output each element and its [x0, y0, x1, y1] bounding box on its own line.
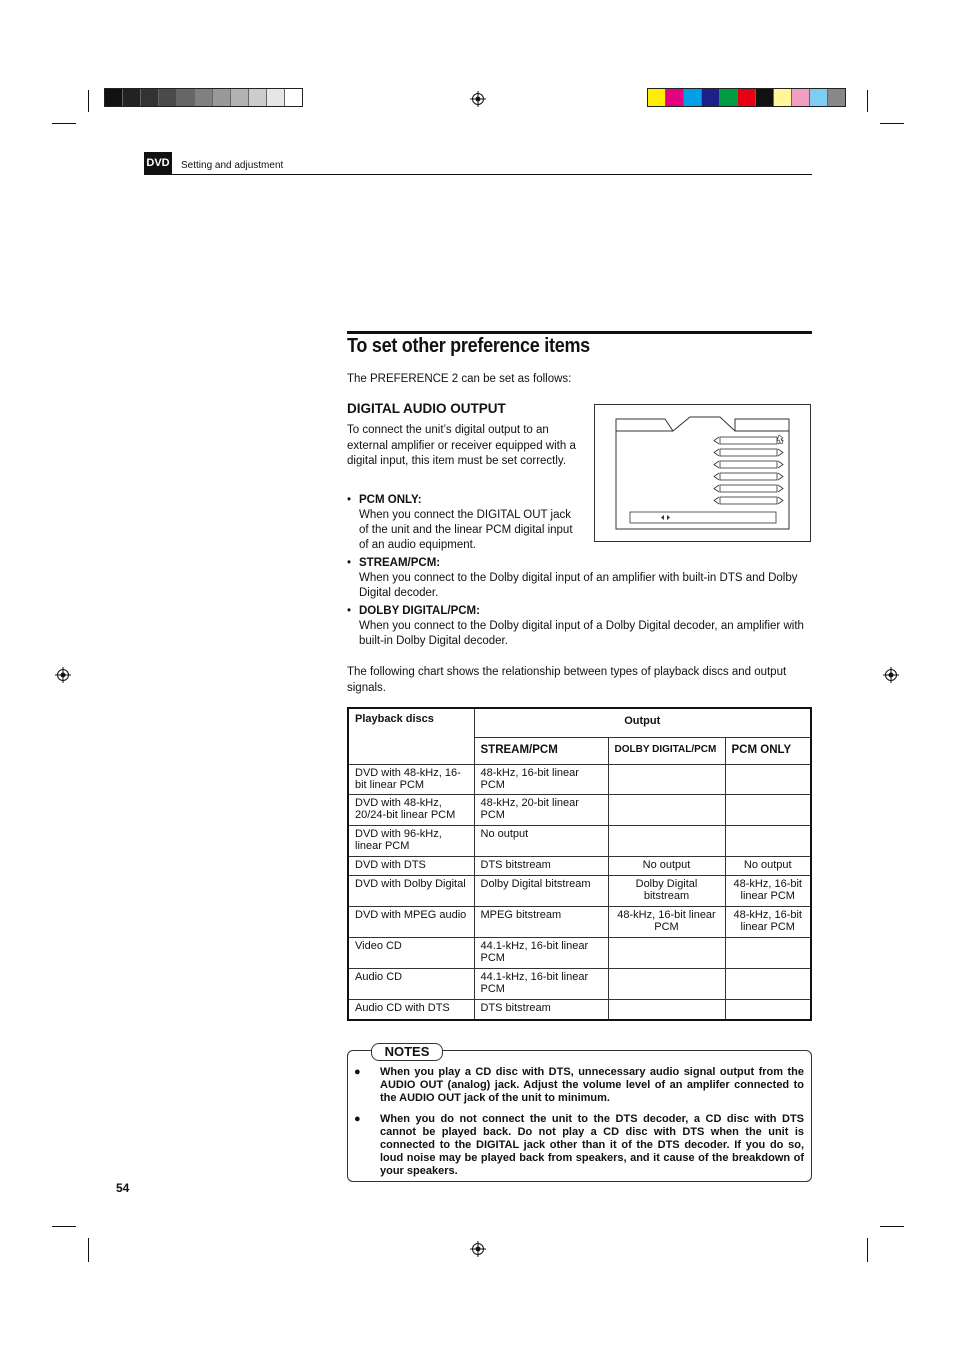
- color-swatch-bar: [647, 88, 846, 107]
- registration-mark-icon: [883, 667, 899, 683]
- table-row: [348, 876, 811, 907]
- bullet-icon: ●: [354, 1113, 361, 1125]
- table-cell-disc: DVD with Dolby Digital: [348, 876, 474, 907]
- note-text: When you play a CD disc with DTS, unnecessary audio signal output from the AUDIO OUT (analog) jack. Adjust the volume level of an amplifer connected to the AUDIO OUT jack of the unit to minimum.: [380, 1066, 804, 1104]
- option-text: When you connect to the Dolby digital input of a Dolby Digital decoder, an amplifier with built-in Dolby Digital decoder.: [359, 620, 804, 647]
- table-cell-dolby: [608, 765, 725, 795]
- table-cell-pcm: [725, 826, 811, 857]
- table-cell-dolby: No output: [608, 857, 725, 876]
- page-title: To set other preference items: [347, 335, 590, 357]
- table-cell-disc: DVD with DTS: [348, 857, 474, 876]
- table-cell-stream: Dolby Digital bitstream: [474, 876, 608, 907]
- table-row: [348, 795, 811, 826]
- option-dolby-digital-pcm: • DOLBY DIGITAL/PCM: When you connect to the Dolby digital input of a Dolby Digital decoder, an amplifier with built-in Dolby Digital decoder.: [347, 604, 812, 649]
- table-cell-disc: Video CD: [348, 938, 474, 969]
- color-swatch: [792, 89, 810, 106]
- table-cell-stream: MPEG bitstream: [474, 907, 608, 938]
- description-text: To connect the unit’s digital output to an external amplifier or receiver equipped with a digital input, this item must be set correctly.: [347, 424, 576, 467]
- table-cell-pcm: [725, 1000, 811, 1021]
- registration-mark-icon: [470, 1241, 486, 1257]
- table-cell-dolby: [608, 969, 725, 1000]
- section-heading: DIGITAL AUDIO OUTPUT: [347, 401, 506, 416]
- table-cell-stream: 48-kHz, 16-bit linear PCM: [474, 765, 608, 795]
- color-swatch: [141, 89, 159, 106]
- notes-label: NOTES: [371, 1043, 443, 1061]
- table-cell-dolby: [608, 795, 725, 826]
- table-row: [348, 765, 811, 795]
- table-cell-stream: DTS bitstream: [474, 1000, 608, 1021]
- table-row: [348, 826, 811, 857]
- table-cell-pcm: No output: [725, 857, 811, 876]
- gray-swatch-bar: [104, 88, 303, 107]
- color-swatch: [177, 89, 195, 106]
- note-item: [354, 1113, 804, 1178]
- table-cell-dolby: [608, 1000, 725, 1021]
- color-swatch: [774, 89, 792, 106]
- color-swatch: [666, 89, 684, 106]
- table-cell-stream: 48-kHz, 20-bit linear PCM: [474, 795, 608, 826]
- color-swatch: [123, 89, 141, 106]
- note-text: When you do not connect the unit to the DTS decoder, a CD disc with DTS cannot be played back. Do not play a CD disc with DTS when the unit is connected to the DIGITAL jack other than it of the DTS decoder. If you do so, loud noise may be played back from speakers, and it cause of the breakdown of your speakers.: [380, 1113, 804, 1177]
- table-cell-disc: Audio CD: [348, 969, 474, 1000]
- color-swatch: [648, 89, 666, 106]
- table-cell-dolby: [608, 938, 725, 969]
- header-pcm-only: PCM ONLY: [725, 738, 811, 765]
- header-output: Output: [474, 708, 811, 738]
- color-swatch: [213, 89, 231, 106]
- table-cell-disc: DVD with MPEG audio: [348, 907, 474, 938]
- table-cell-disc: Audio CD with DTS: [348, 1000, 474, 1021]
- table-cell-pcm: [725, 795, 811, 826]
- header-playback-discs: Playback discs: [348, 708, 474, 765]
- color-swatch: [285, 89, 302, 106]
- table-cell-stream: 44.1-kHz, 16-bit linear PCM: [474, 969, 608, 1000]
- table-cell-disc: DVD with 48-kHz, 20/24-bit linear PCM: [348, 795, 474, 826]
- option-stream-pcm: • STREAM/PCM: When you connect to the Dolby digital input of an amplifier with built-in DTS and Dolby Digital decoder.: [347, 556, 812, 601]
- color-swatch: [195, 89, 213, 106]
- color-swatch: [810, 89, 828, 106]
- header-dolby-digital-pcm: DOLBY DIGITAL/PCM: [608, 738, 725, 765]
- table-cell-pcm: 48-kHz, 16-bit linear PCM: [725, 907, 811, 938]
- table-row: [348, 907, 811, 938]
- table-row: [348, 857, 811, 876]
- note-item: [354, 1066, 804, 1105]
- page-number: 54: [116, 1181, 130, 1195]
- table-cell-pcm: 48-kHz, 16-bit linear PCM: [725, 876, 811, 907]
- output-signal-table: [347, 707, 812, 1021]
- dvd-badge: DVD: [144, 152, 172, 175]
- table-row: [348, 969, 811, 1000]
- bullet-icon: ●: [354, 1066, 361, 1078]
- color-swatch: [231, 89, 249, 106]
- intro-text: The PREFERENCE 2 can be set as follows:: [347, 373, 572, 385]
- table-cell-pcm: [725, 938, 811, 969]
- table-cell-stream: 44.1-kHz, 16-bit linear PCM: [474, 938, 608, 969]
- osd-menu-diagram: [595, 405, 810, 541]
- color-swatch: [249, 89, 267, 106]
- color-swatch: [720, 89, 738, 106]
- table-cell-dolby: Dolby Digital bitstream: [608, 876, 725, 907]
- option-text: When you connect the DIGITAL OUT jack of the unit and the linear PCM digital input of an audio equipment.: [359, 509, 573, 551]
- table-cell-disc: DVD with 48-kHz, 16-bit linear PCM: [348, 765, 474, 795]
- color-swatch: [105, 89, 123, 106]
- option-name: DOLBY DIGITAL/PCM:: [359, 605, 480, 617]
- color-swatch: [828, 89, 845, 106]
- option-name: STREAM/PCM:: [359, 557, 441, 569]
- table-header-row: [348, 708, 811, 738]
- table-cell-dolby: 48-kHz, 16-bit linear PCM: [608, 907, 725, 938]
- preference-screen-illustration: [594, 404, 811, 542]
- option-text: When you connect to the Dolby digital input of an amplifier with built-in DTS and Dolby Digital decoder.: [359, 572, 798, 599]
- registration-mark-icon: [470, 91, 486, 107]
- table-cell-disc: DVD with 96-kHz, linear PCM: [348, 826, 474, 857]
- option-name: PCM ONLY:: [359, 494, 422, 506]
- option-pcm-only: • PCM ONLY: When you connect the DIGITAL OUT jack of the unit and the linear PCM digital input of an audio equipment.: [347, 493, 579, 553]
- color-swatch: [684, 89, 702, 106]
- table-cell-stream: No output: [474, 826, 608, 857]
- color-swatch: [159, 89, 177, 106]
- title-rule: [347, 331, 812, 334]
- table-cell-stream: DTS bitstream: [474, 857, 608, 876]
- color-swatch: [738, 89, 756, 106]
- color-swatch: [267, 89, 285, 106]
- color-swatch: [756, 89, 774, 106]
- header-rule: [172, 174, 812, 175]
- header-stream-pcm: STREAM/PCM: [474, 738, 608, 765]
- section-header: Setting and adjustment: [181, 160, 284, 171]
- table-cell-pcm: [725, 765, 811, 795]
- table-cell-dolby: [608, 826, 725, 857]
- registration-mark-icon: [55, 667, 71, 683]
- table-row: [348, 938, 811, 969]
- table-row: [348, 1000, 811, 1021]
- color-swatch: [702, 89, 720, 106]
- chart-intro-text: The following chart shows the relationship between types of playback discs and output signals.: [347, 666, 787, 694]
- table-cell-pcm: [725, 969, 811, 1000]
